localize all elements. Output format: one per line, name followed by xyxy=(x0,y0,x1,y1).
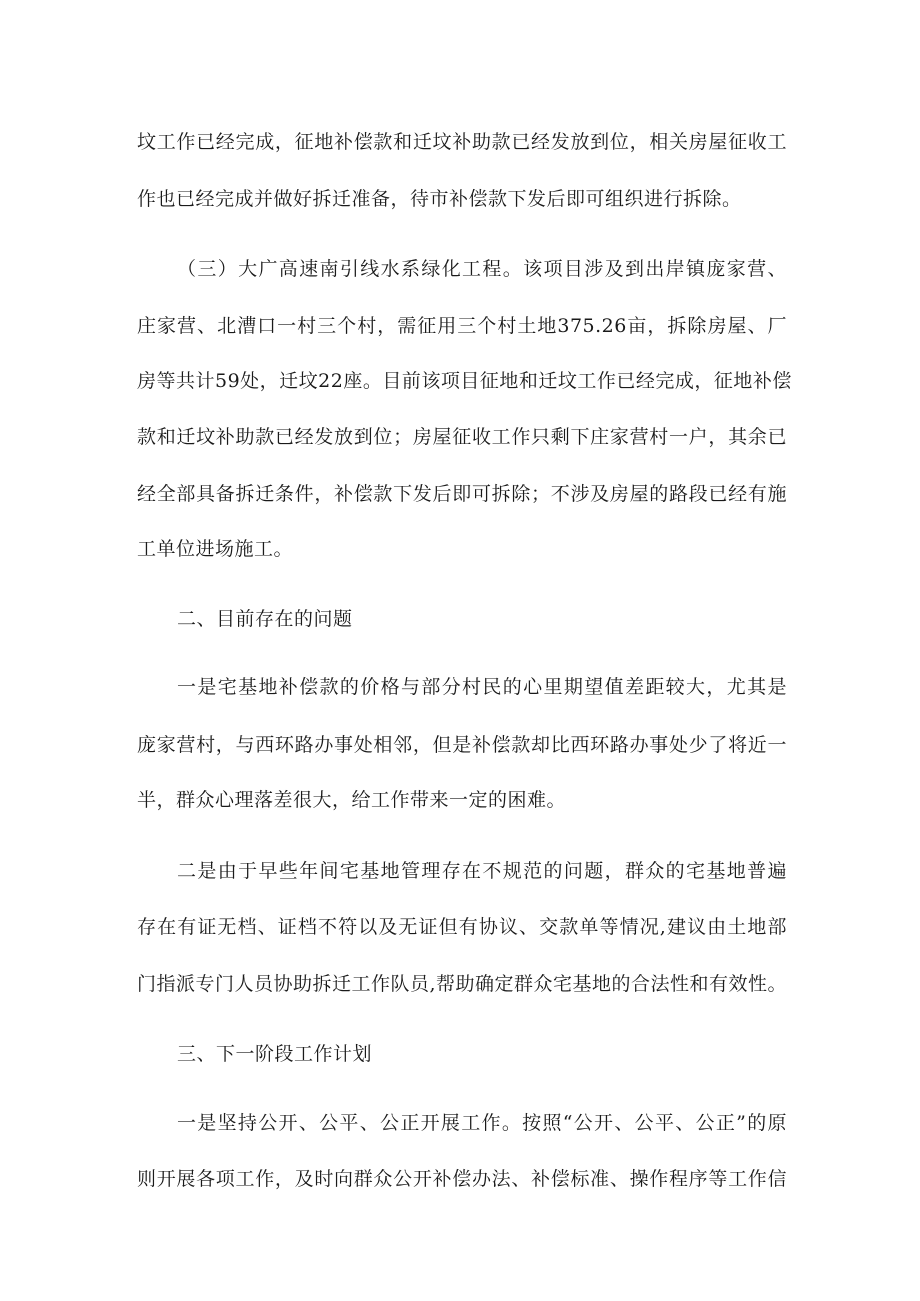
paragraph-line: 经全部具备拆迁条件，补偿款下发后即可拆除；不涉及房屋的路段已经有施 xyxy=(137,483,787,505)
paragraph-line: 款和迁坟补助款已经发放到位；房屋征收工作只剩下庄家营村一户，其余已 xyxy=(137,426,787,448)
section-heading: 三、下一阶段工作计划 xyxy=(177,1043,373,1065)
paragraph-line: 坟工作已经完成，征地补偿款和迁坟补助款已经发放到位，相关房屋征收工 xyxy=(137,131,787,153)
paragraph-line: （三）大广高速南引线水系绿化工程。该项目涉及到出岸镇庞家营、 xyxy=(177,258,787,280)
paragraph-line: 则开展各项工作，及时向群众公开补偿办法、补偿标准、操作程序等工作信 xyxy=(137,1168,787,1190)
section-heading: 二、目前存在的问题 xyxy=(177,608,353,630)
paragraph-line: 半，群众心理落差很大，给工作带来一定的困难。 xyxy=(137,789,567,811)
paragraph-line: 二是由于早些年间宅基地管理存在不规范的问题，群众的宅基地普遍 xyxy=(177,860,787,882)
paragraph-line: 门指派专门人员协助拆迁工作队员,帮助确定群众宅基地的合法性和有效性。 xyxy=(137,973,788,995)
paragraph-line: 一是宅基地补偿款的价格与部分村民的心里期望值差距较大，尤其是 xyxy=(177,676,787,698)
paragraph-line: 庞家营村，与西环路办事处相邻，但是补偿款却比西环路办事处少了将近一 xyxy=(137,734,787,756)
paragraph-line: 房等共计59处，迁坟22座。目前该项目征地和迁坟工作已经完成，征地补偿 xyxy=(137,370,792,392)
paragraph-line: 工单位进场施工。 xyxy=(137,538,294,560)
paragraph-line: 作也已经完成并做好拆迁准备，待市补偿款下发后即可组织进行拆除。 xyxy=(137,188,742,210)
paragraph-line: 存在有证无档、证档不符以及无证但有协议、交款单等情况,建议由土地部 xyxy=(137,916,787,938)
paragraph-line: 一是坚持公开、公平、公正开展工作。按照“公开、公平、公正”的原 xyxy=(177,1112,787,1134)
paragraph-line: 庄家营、北漕口一村三个村，需征用三个村土地375.26亩，拆除房屋、厂 xyxy=(137,315,787,337)
